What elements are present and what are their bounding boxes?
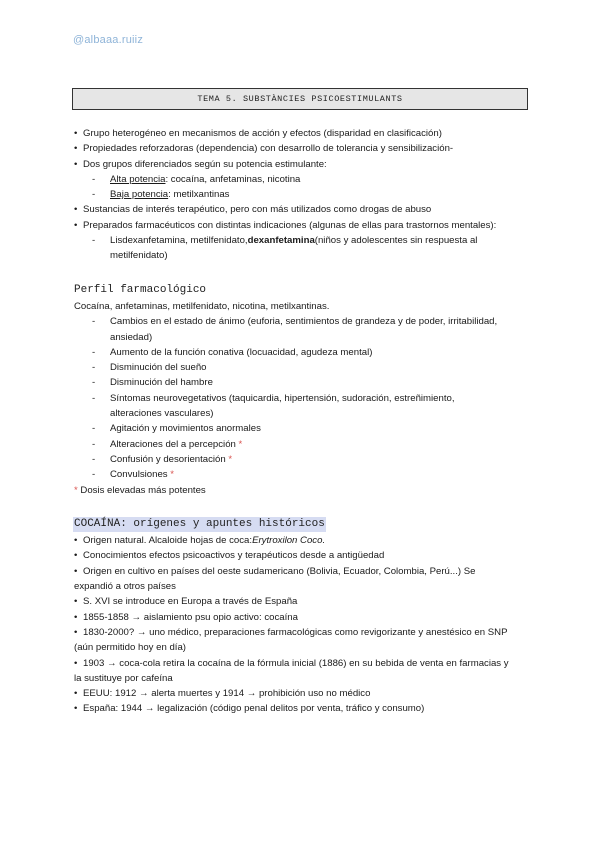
bullet-icon: •: [74, 565, 78, 577]
sub-list-item: - Convulsiones *: [74, 467, 534, 482]
dash-marker: -: [92, 392, 96, 404]
sub-list-item: - Aumento de la función conativa (locuacidad, agudeza mental): [74, 345, 534, 360]
list-item: • Dos grupos diferenciados según su potencia estimulante:: [74, 157, 534, 172]
list-item: • S. XVI se introduce en Europa a través de España: [74, 594, 534, 609]
sub-list-item-continued: ansiedad): [110, 331, 153, 343]
bullet-icon: •: [74, 219, 78, 231]
bullet-icon: •: [74, 204, 78, 216]
page-title: TEMA 5. SUBSTÀNCIES PSICOESTIMULANTS: [72, 88, 528, 110]
bullet-icon: •: [74, 128, 78, 139]
dash-marker: -: [92, 453, 96, 465]
list-item: • 1830-2000? → uno médico, preparaciones farmacológicas como revigorizante y anestésico en SNP: [74, 625, 534, 640]
asterisk-marker: *: [170, 469, 175, 481]
dash-marker: -: [92, 346, 96, 358]
list-item: • Origen en cultivo en países del oeste sudamericano (Bolivia, Ecuador, Colombia, Perú...) Se: [74, 564, 534, 579]
list-item-continued: expandió a otros países: [74, 581, 176, 593]
sub-list-item: - Alta potencia : cocaína, anfetaminas, nicotina: [74, 172, 534, 187]
footnote: * Dosis elevadas más potentes: [74, 483, 534, 498]
list-item: • Preparados farmacéuticos con distintas indicaciones (algunas de ellas para trastornos mentales):: [74, 218, 534, 233]
section-subtitle: Cocaína, anfetaminas, metilfenidato, nicotina, metilxantinas.: [74, 300, 330, 312]
bullet-icon: •: [74, 626, 78, 638]
list-item: • 1855-1858 → aislamiento psu opio activo: cocaína: [74, 610, 534, 625]
list-item: • 1903 → coca-cola retira la cocaína de la fórmula inicial (1886) en su bebida de venta en farmacias y: [74, 656, 534, 671]
bullet-icon: •: [74, 158, 78, 170]
author-handle: @albaaa.ruiiz: [73, 34, 144, 46]
sub-list-item: - Baja potencia : metilxantinas: [74, 187, 534, 202]
bullet-icon: •: [74, 688, 78, 700]
sub-list-item: - Agitación y movimientos anormales: [74, 421, 534, 436]
bullet-icon: •: [74, 550, 78, 562]
bullet-icon: •: [74, 596, 78, 608]
dash-marker: -: [92, 173, 96, 185]
dash-marker: -: [92, 362, 96, 374]
section-heading-cocaina: COCAÍNA: orígenes y apuntes históricos: [73, 517, 326, 532]
list-item: • Grupo heterogéneo en mecanismos de acción y efectos (disparidad en clasificación): [74, 126, 534, 141]
asterisk-marker: *: [74, 484, 78, 496]
bullet-icon: •: [74, 703, 78, 715]
dash-marker: -: [92, 235, 96, 247]
sub-list-item: - Confusión y desorientación *: [74, 452, 534, 467]
sub-list-item: - Síntomas neurovegetativos (taquicardia, hipertensión, sudoración, estreñimiento,: [74, 391, 534, 406]
bullet-icon: •: [74, 143, 78, 155]
dash-marker: -: [92, 189, 96, 201]
list-item: • Propiedades reforzadoras (dependencia) con desarrollo de tolerancia y sensibilización-: [74, 141, 534, 156]
sub-list-item: - Alteraciones del a percepción *: [74, 437, 534, 452]
list-item: • Conocimientos efectos psicoactivos y terapéuticos desde a antigüedad: [74, 548, 534, 563]
sub-list-item-continued: alteraciones vasculares): [110, 408, 214, 420]
section-heading-perfil: Perfil farmacológico: [74, 283, 207, 296]
list-item: • Origen natural. Alcaloide hojas de coca: Erytroxilon Coco.: [74, 533, 534, 548]
sub-list-item-continued: metilfenidato): [110, 250, 168, 262]
bullet-icon: •: [74, 657, 78, 669]
list-item: • España: 1944 → legalización (código penal delitos por venta, tráfico y consumo): [74, 701, 534, 716]
sub-list-item: - Disminución del sueño: [74, 360, 534, 375]
bullet-icon: •: [74, 535, 78, 547]
dash-marker: -: [92, 377, 96, 389]
list-item-continued: (aún permitido hoy en día): [74, 642, 186, 654]
sub-list-item: - Disminución del hambre: [74, 375, 534, 390]
dash-marker: -: [92, 469, 96, 481]
list-item: • Sustancias de interés terapéutico, pero con más utilizados como drogas de abuso: [74, 202, 534, 217]
dash-marker: -: [92, 316, 96, 328]
bullet-icon: •: [74, 611, 78, 623]
asterisk-marker: *: [238, 438, 243, 450]
dash-marker: -: [92, 438, 96, 450]
list-item-continued: la sustituye por cafeína: [74, 672, 173, 684]
sub-list-item: - Lisdexanfetamina, metilfenidato, dexanfetamina (niños y adolescentes sin respuesta al: [74, 233, 534, 248]
document-body: [74, 126, 534, 717]
dash-marker: -: [92, 423, 96, 435]
list-item: • EEUU: 1912 → alerta muertes y 1914 → prohibición uso no médico: [74, 686, 534, 701]
sub-list-item: - Cambios en el estado de ánimo (euforia, sentimientos de grandeza y de poder, irritabilidad,: [74, 314, 534, 329]
asterisk-marker: *: [228, 453, 233, 465]
